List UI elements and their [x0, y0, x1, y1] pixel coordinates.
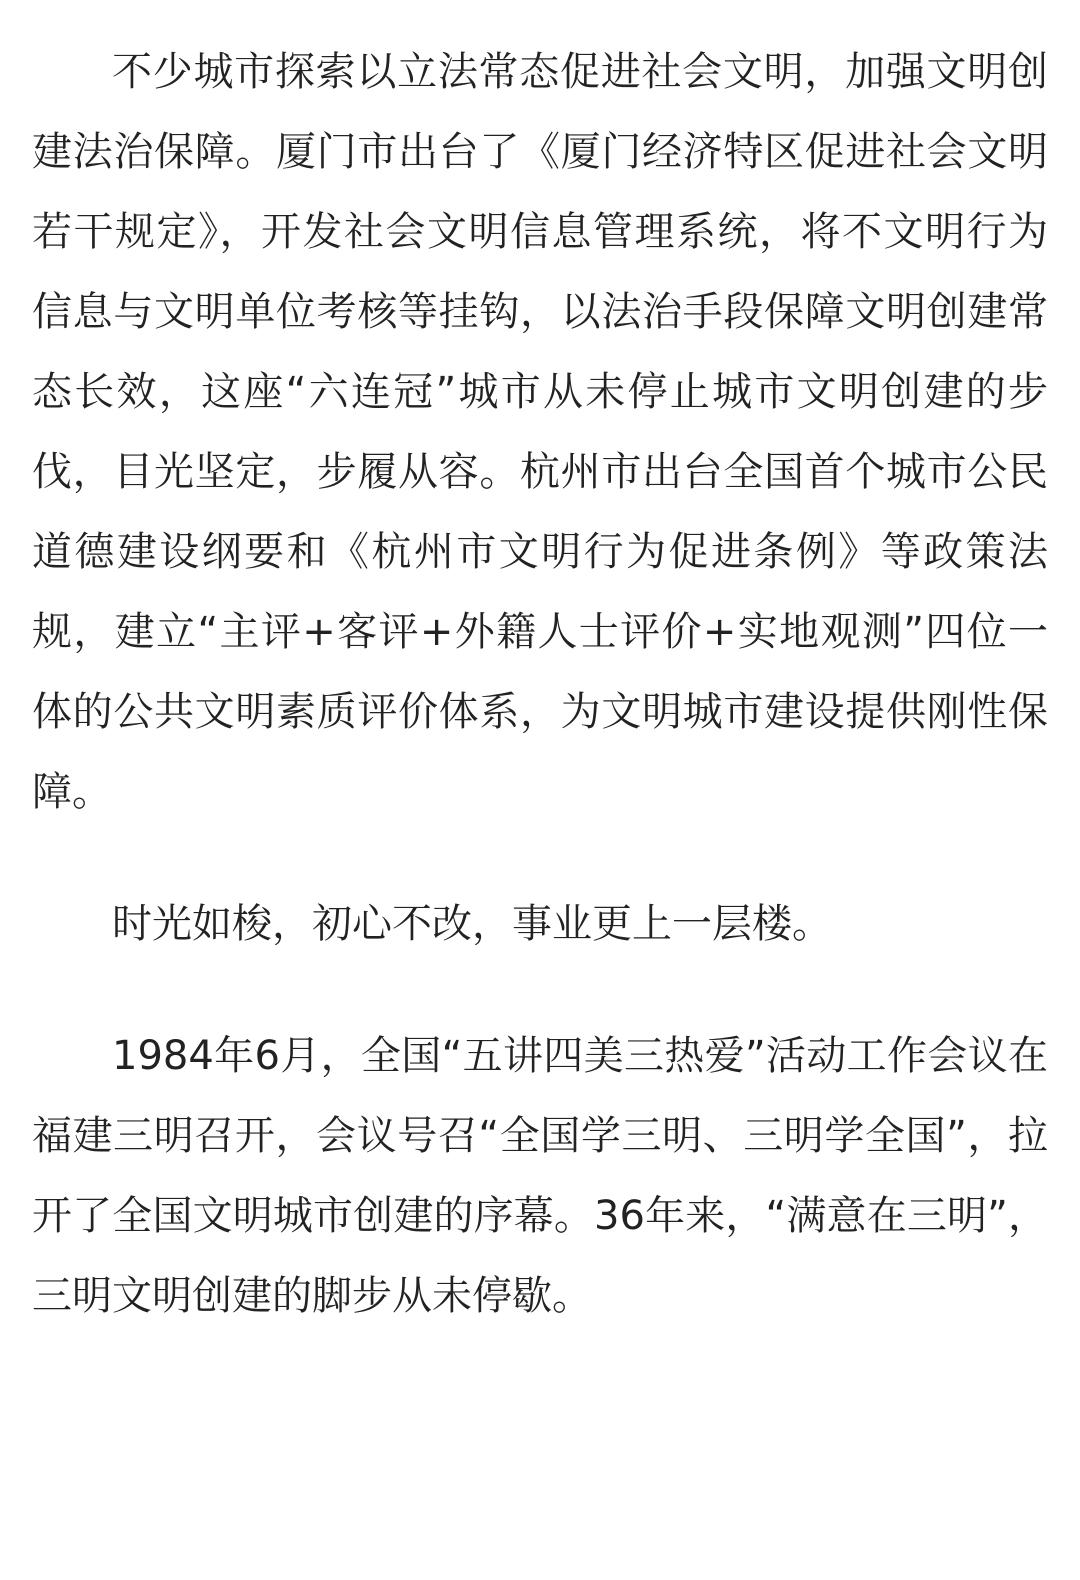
paragraph-transition: 时光如梭，初心不改，事业更上一层楼。	[112, 901, 832, 947]
paragraph-legislation: 不少城市探索以立法常态促进社会文明，加强文明创建法治保障。厦门市出台了《厦门经济特区促进社会文明若干规定》，开发社会文明信息管理系统，将不文明行为信息与文明单位考核等挂钩，以法治手段保障文明创建常态长效，这座“六连冠”城市从未停止城市文明创建的步伐，目光坚定，步履从容。杭州市出台全国首个城市公民道德建设纲要和《杭州市文明行为促进条例》等政策法规，建立“主评+客评+外籍人士评价+实地观测”四位一体的公共文明素质评价体系，为文明城市建设提供刚性保障。	[32, 49, 1048, 815]
paragraph-sanming: 1984年6月，全国“五讲四美三热爱”活动工作会议在福建三明召开，会议号召“全国学三明、三明学全国”，拉开了全国文明城市创建的序幕。36年来，“满意在三明”，三明文明创建的脚步从未停歇。	[32, 1033, 1048, 1319]
article-body	[32, 32, 1048, 1336]
